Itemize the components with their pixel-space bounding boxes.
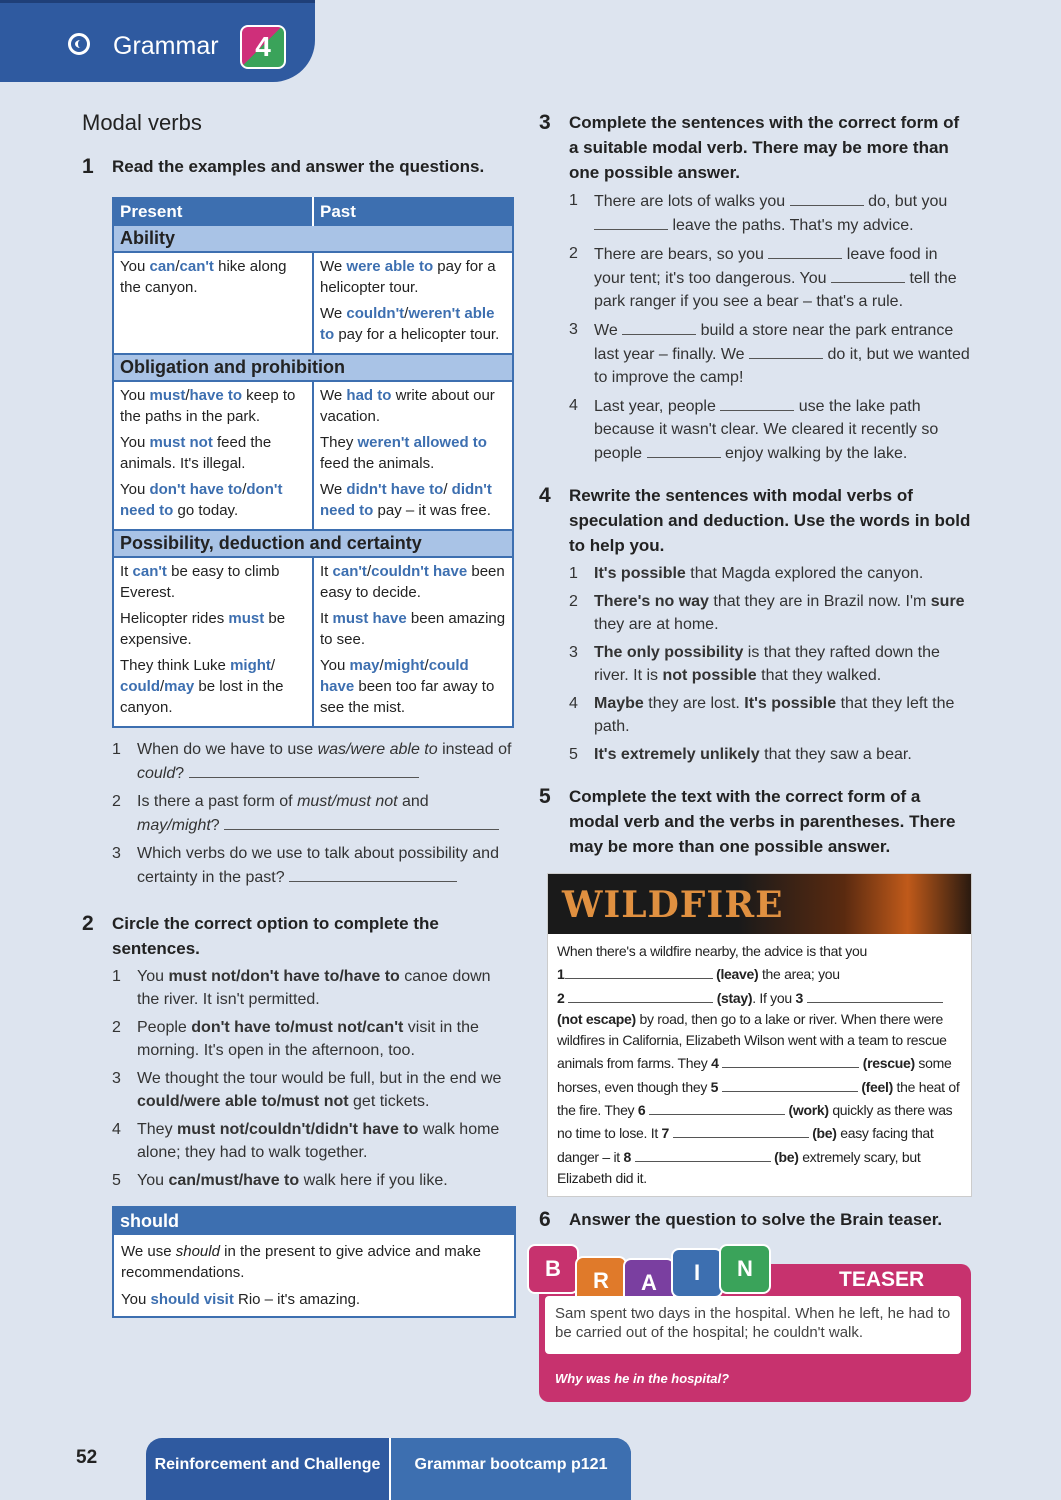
teaser-question: Why was he in the hospital? (555, 1371, 730, 1387)
should-rule: We use should in the present to give advice and make recommendations. (121, 1243, 481, 1281)
wildfire-text: When there's a wildfire nearby, the advice is that you 1 (leave) the area; you 2 (stay). If you 3 (not escape) by road, then go to a lake or river. When there were wildfires in California, Elizabeth Wilson went with a team to rescue animals from farms. They 4 (rescue) some horses, even though they 5 (feel) the heat of the fire. They 6 (work) quickly as there was no time to lose. It 7 (be) easy facing that danger – it 8 (be) extremely scary, but Elizabeth did it. (557, 943, 960, 1186)
teaser-label: TEASER (839, 1268, 925, 1292)
list-item: 4 Maybe they are lost. It's possible that they left the path. (569, 695, 955, 735)
circle-options[interactable]: can/must/have to (168, 1172, 300, 1189)
exercise-1-questions (112, 738, 514, 889)
list-item: 1 There are lots of walks you do, but you leave the paths. That's my advice. (569, 189, 971, 237)
puzzle-piece-icon: R (575, 1256, 627, 1306)
list-item: 4 Last year, people use the lake path because it wasn't clear. We cleared it recently so people enjoy walking by the lake. (569, 394, 971, 465)
table-cell: You can/can't hike along the canyon. (120, 258, 287, 296)
list-item: 1 You must not/don't have to/have to canoe down the river. It isn't permitted. (112, 968, 491, 1008)
section-obligation: Obligation and prohibition (113, 354, 513, 381)
answer-blank[interactable] (224, 813, 499, 830)
exercise-1-heading: 1 Read the examples and answer the questions. (82, 155, 485, 178)
circle-options[interactable]: don't have to/must not/can't (191, 1019, 404, 1036)
answer-blank[interactable] (189, 761, 419, 778)
unit-badge: 4 (240, 25, 286, 69)
answer-blank[interactable] (635, 1145, 771, 1162)
left-column (82, 110, 514, 1318)
col-past: Past (313, 198, 513, 225)
teaser-text: Sam spent two days in the hospital. When he left, he had to be carried out of the hospital; he couldn't walk. (545, 1296, 961, 1354)
circle-options[interactable]: must not/don't have to/have to (168, 968, 400, 985)
modal-verbs-table (112, 197, 514, 728)
wildfire-banner: WILDFIRE (548, 874, 971, 934)
answer-blank[interactable] (565, 962, 713, 979)
exercise-4-items (569, 562, 971, 766)
table-cell: You must/have to keep to the paths in the park. You must not feed the animals. It's illegal. You don't have to/don't need to go today. (120, 387, 296, 519)
bootcamp-link[interactable]: Grammar bootcamp p121 (391, 1438, 631, 1500)
list-item: 3 We thought the tour would be full, but in the end we could/were able to/must not get tickets. (112, 1070, 502, 1110)
brain-teaser (539, 1244, 971, 1414)
section-ability: Ability (113, 225, 513, 252)
should-box (112, 1206, 516, 1318)
table-cell: We had to write about our vacation. They weren't allowed to feed the animals. We didn't have to/ didn't need to pay – it was free. (313, 381, 513, 530)
list-item: 3 We build a store near the park entrance last year – finally. We do it, but we wanted to improve the camp! (569, 318, 971, 389)
answer-blank[interactable] (594, 213, 668, 230)
col-present: Present (113, 198, 313, 225)
list-item: 3 The only possibility is that they rafted down the river. It is not possible that they walked. (569, 644, 940, 684)
page-heading: Modal verbs (82, 110, 202, 135)
should-title: should (114, 1208, 514, 1235)
list-item: 2 Is there a past form of must/must not and may/might? (112, 790, 514, 837)
answer-blank[interactable] (749, 342, 823, 359)
puzzle-piece-icon: A (623, 1258, 675, 1308)
puzzle-piece-icon: I (671, 1248, 723, 1298)
answer-blank[interactable] (720, 394, 794, 411)
answer-blank[interactable] (647, 441, 721, 458)
list-item: 4 They must not/couldn't/didn't have to walk home alone; they had to walk together. (112, 1121, 500, 1161)
footer-nav (146, 1438, 631, 1500)
circle-options[interactable]: could/were able to/must not (137, 1093, 349, 1110)
exercise-3-items (569, 189, 971, 465)
exercise-6-heading: 6 Answer the question to solve the Brain teaser. (539, 1208, 943, 1232)
exercise-5-heading: 5 Complete the text with the correct form of a modal verb and the verbs in parentheses. There may be more than one possible answer. (539, 785, 956, 856)
table-cell: It can't be easy to climb Everest. Helicopter rides must be expensive. They think Luke might/ could/may be lost in the canyon. (120, 563, 286, 716)
should-example: You should visit Rio – it's amazing. (121, 1291, 361, 1308)
answer-blank[interactable] (649, 1098, 785, 1115)
section-possibility: Possibility, deduction and certainty (113, 530, 513, 557)
unit-header (0, 0, 315, 82)
section-title: Grammar (113, 32, 219, 60)
answer-blank[interactable] (622, 318, 696, 335)
exercise-2-items (112, 965, 514, 1192)
puzzle-piece-icon: B (527, 1244, 579, 1294)
circle-options[interactable]: must not/couldn't/didn't have to (177, 1121, 419, 1138)
answer-blank[interactable] (790, 189, 864, 206)
reinforcement-link[interactable]: Reinforcement and Challenge (146, 1438, 391, 1500)
answer-blank[interactable] (673, 1121, 809, 1138)
wildfire-text-box (547, 873, 972, 1197)
list-item: 3 Which verbs do we use to talk about possibility and certainty in the past? (112, 845, 499, 886)
exercise-4-heading: 4 Rewrite the sentences with modal verbs of speculation and deduction. Use the words in bold to help you. (539, 484, 971, 555)
list-item: 2 There are bears, so you leave food in your tent; it's too dangerous. You tell the park ranger if you see a bear – that's a rule. (569, 242, 971, 313)
exercise-2-heading: 2 Circle the correct option to complete the sentences. (82, 912, 439, 958)
list-item: 1 When do we have to use was/were able to instead of could? (112, 741, 512, 782)
answer-blank[interactable] (568, 986, 713, 1003)
list-item: 2 People don't have to/must not/can't visit in the morning. It's open in the afternoon, too. (112, 1019, 479, 1059)
answer-blank[interactable] (722, 1075, 858, 1092)
list-item: 1 It's possible that Magda explored the canyon. (569, 565, 924, 582)
list-item: 5 You can/must/have to walk here if you like. (112, 1172, 448, 1189)
answer-blank[interactable] (289, 865, 457, 882)
exercise-3-heading: 3 Complete the sentences with the correct form of a suitable modal verb. There may be more than one possible answer. (539, 111, 960, 182)
answer-blank[interactable] (831, 266, 905, 283)
table-cell: We were able to pay for a helicopter tour. We couldn't/weren't able to pay for a helicopter tour. (313, 252, 513, 354)
list-item: 5 It's extremely unlikely that they saw a bear. (569, 746, 912, 763)
page-number: 52 (76, 1447, 98, 1468)
answer-blank[interactable] (768, 242, 842, 259)
right-column (539, 110, 971, 1414)
table-cell: It can't/couldn't have been easy to decide. It must have been amazing to see. You may/might/could have been too far away to see the mist. (313, 557, 513, 727)
answer-blank[interactable] (722, 1051, 859, 1068)
spiral-icon (68, 33, 90, 55)
puzzle-piece-icon: N (719, 1244, 771, 1294)
list-item: 2 There's no way that they are in Brazil now. I'm sure they are at home. (569, 593, 965, 633)
answer-blank[interactable] (807, 986, 943, 1003)
